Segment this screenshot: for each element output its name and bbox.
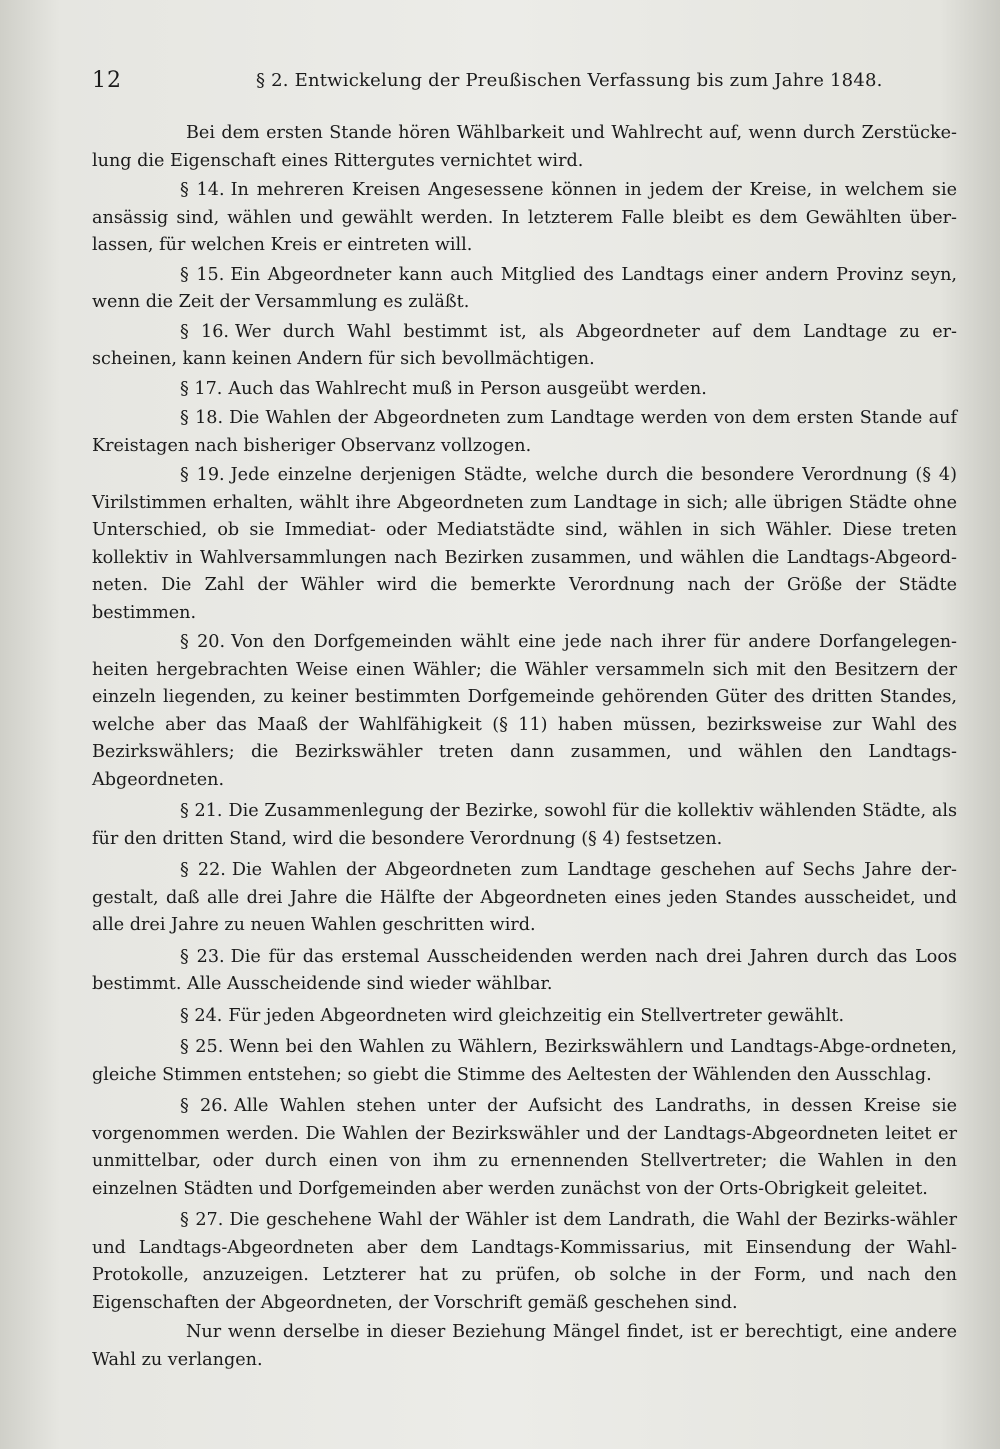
paragraph-text: Auch das Wahlrecht muß in Person ausgeübt werden.	[228, 378, 707, 399]
body-text	[92, 120, 957, 1376]
paragraph-section-15	[92, 262, 957, 317]
paragraph-section-17	[92, 376, 957, 404]
section-number: § 20.	[180, 632, 226, 652]
page-header	[92, 68, 962, 98]
paragraph-text: Von den Dorfgemeinden wählt eine jede nach ihrer für andere Dorfangelegen-heiten hergebrachten Weise einen Wähler; die Wähler versammeln sich mit den Besitzern der einzeln liegenden, zu keiner bestimmten Dorfgemeinde gehörenden Güter des dritten Standes, welche aber das Maaß der Wahlfähigkeit (§ 11) haben müssen, bezirksweise zur Wahl des Bezirkswählers; die Bezirkswähler treten dann zusammen, und wählen den Landtags-Abgeordneten.	[92, 632, 957, 790]
paragraph-text: Wenn bei den Wahlen zu Wählern, Bezirkswählern und Landtags-Abge-ordneten, gleiche Stimmen entstehen; so giebt die Stimme des Aeltesten der Wählenden den Ausschlag.	[92, 1037, 957, 1085]
paragraph-section-18	[92, 405, 957, 460]
paragraph-text: In mehreren Kreisen Angesessene können in jedem der Kreise, in welchem sie ansässig sind, wählen und gewählt werden. In letzterem Falle bleibt es dem Gewählten über-lassen, für welchen Kreis er eintreten will.	[92, 180, 958, 255]
paragraph-section-16	[92, 319, 957, 374]
section-number: § 19.	[180, 465, 225, 485]
section-number: § 24.	[180, 1005, 223, 1026]
section-number: § 21.	[180, 801, 223, 821]
paragraph-text: Für jeden Abgeordneten wird gleichzeitig ein Stellvertreter gewählt.	[228, 1005, 845, 1026]
paragraph-text: Die Wahlen der Abgeordneten zum Landtage geschehen auf Sechs Jahre der-gestalt, daß alle drei Jahre die Hälfte der Abgeordneten eines jeden Standes ausscheidet, und alle drei Jahre zu neuen Wahlen geschritten wird.	[92, 860, 957, 935]
paragraph-section-23	[92, 944, 957, 999]
paragraph-section-26	[92, 1093, 957, 1203]
page-number: 12	[92, 68, 122, 93]
paragraph-text: Nur wenn derselbe in dieser Beziehung Mängel findet, ist er berechtigt, eine andere Wahl zu verlangen.	[92, 1322, 957, 1370]
paragraph-section-27	[92, 1207, 957, 1317]
paragraph-section-19	[92, 462, 957, 627]
paragraph-intro	[92, 120, 957, 175]
section-number: § 16.	[180, 321, 229, 342]
section-number: § 23.	[180, 946, 225, 967]
paragraph-section-20	[92, 629, 957, 794]
paragraph-text: Wer durch Wahl bestimmt ist, als Abgeordneter auf dem Landtage zu er-scheinen, kann keinen Andern für sich bevollmächtigen.	[92, 321, 957, 369]
paragraph-closing	[92, 1319, 957, 1374]
paragraph-section-24	[92, 1003, 957, 1031]
section-number: § 26.	[180, 1096, 228, 1116]
section-number: § 22.	[180, 860, 226, 880]
paragraph-text: Bei dem ersten Stande hören Wählbarkeit und Wahlrecht auf, wenn durch Zerstücke-lung die Eigenschaft eines Rittergutes vernichtet wird.	[92, 123, 957, 171]
paragraph-text: Die Wahlen der Abgeordneten zum Landtage werden von dem ersten Stande auf Kreistagen nach bisheriger Observanz vollzogen.	[92, 408, 957, 456]
paragraph-text: Die geschehene Wahl der Wähler ist dem Landrath, die Wahl der Bezirks-wähler und Landtags-Abgeordneten aber dem Landtags-Kommissarius, mit Einsendung der Wahl-Protokolle, anzuzeigen. Letzterer hat zu prüfen, ob solche in der Form, und nach den Eigenschaften der Abgeordneten, der Vorschrift gemäß geschehen sind.	[92, 1210, 957, 1313]
paragraph-text: Ein Abgeordneter kann auch Mitglied des Landtags einer andern Provinz seyn, wenn die Zeit der Versammlung es zuläßt.	[92, 264, 957, 312]
running-head: § 2. Entwickelung der Preußischen Verfassung bis zum Jahre 1848.	[256, 70, 883, 91]
section-number: § 18.	[180, 408, 224, 428]
section-number: § 14.	[180, 180, 225, 200]
paragraph-section-14	[92, 177, 957, 260]
paragraph-text: Jede einzelne derjenigen Städte, welche durch die besondere Verordnung (§ 4) Virilstimmen erhalten, wählt ihre Abgeordneten zum Landtage in sich; alle übrigen Städte ohne Unterschied, ob sie Immediat- oder Mediatstädte sind, wählen in sich Wähler. Diese treten kollektiv in Wahlversammlungen nach Bezirken zusammen, und wählen die Landtags-Abgeord-neten. Die Zahl der Wähler wird die bemerkte Verordnung nach der Größe der Städte bestimmen.	[92, 465, 957, 623]
section-number: § 27.	[180, 1210, 224, 1230]
section-number: § 17.	[180, 378, 223, 399]
paragraph-section-22	[92, 857, 957, 940]
paragraph-section-21	[92, 798, 957, 853]
paragraph-text: Alle Wahlen stehen unter der Aufsicht des Landraths, in dessen Kreise sie vorgenommen werden. Die Wahlen der Bezirkswähler und der Landtags-Abgeordneten leitet er unmittelbar, oder durch einen von ihm zu ernennenden Stellvertreter; die Wahlen in den einzelnen Städten und Dorfgemeinden aber werden zunächst von der Orts-Obrigkeit geleitet.	[92, 1096, 957, 1199]
section-number: § 15.	[180, 264, 225, 285]
paragraph-text: Die Zusammenlegung der Bezirke, sowohl für die kollektiv wählenden Städte, als für den dritten Stand, wird die besondere Verordnung (§ 4) festsetzen.	[92, 801, 957, 849]
section-number: § 25.	[180, 1037, 224, 1057]
paragraph-text: Die für das erstemal Ausscheidenden werden nach drei Jahren durch das Loos bestimmt. Alle Ausscheidende sind wieder wählbar.	[92, 946, 958, 994]
paragraph-section-25	[92, 1034, 957, 1089]
